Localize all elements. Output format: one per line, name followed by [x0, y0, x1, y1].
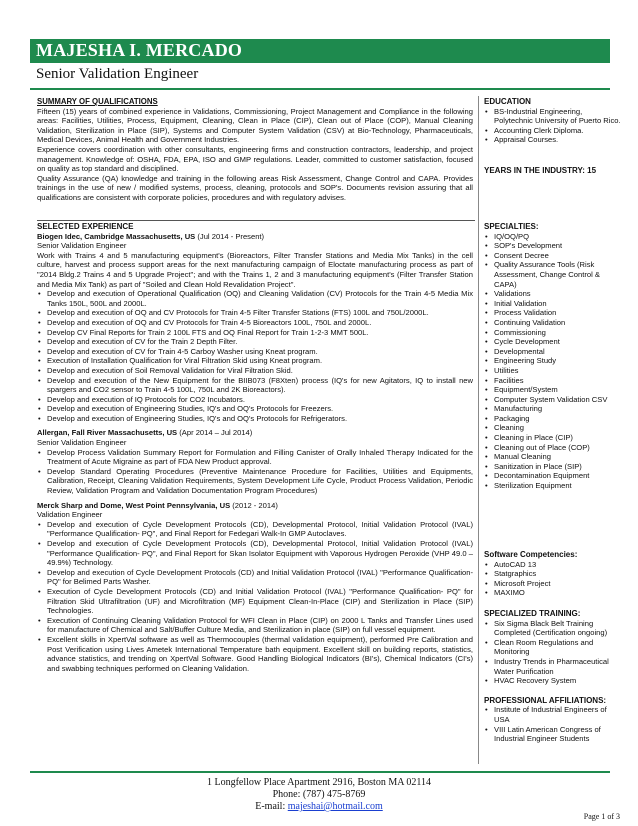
- specialty-item: • Decontamination Equipment: [494, 471, 622, 481]
- specialty-item: • Facilities: [494, 376, 622, 386]
- job-entry: [37, 428, 473, 495]
- job-dates: (Apr 2014 – Jul 2014): [179, 428, 253, 438]
- duty-item: • Develop and execution of OQ and CV Protocols for Train 4-5 Bioreactors 100L, 750L and 2000L.: [47, 318, 473, 328]
- duty-item: • Execution of Continuing Cleaning Validation Protocol for WFI Clean in Place (CIP) on 2000 L Tanks and Transfer Lines used for manufacture of Chemical and Salt/Buffer Culture Media, and Sterilization in place (SIP) on full vessel equipment.: [47, 616, 473, 635]
- specialty-item: • Validations: [494, 289, 622, 299]
- job-company: Allergan, Fall River Massachusetts, US: [37, 428, 178, 438]
- page-number: Page 1 of 3: [583, 812, 620, 821]
- summary-paragraph: Experience covers coordination with other consultants, engineering firms and construction contractors, leadership, and project management. Knowledge of: OSHA, FDA, EPA, ISO and GMP regulations. Leader, committed to customer satisfaction, focused on quality as top standard and disciplined.: [37, 144, 473, 174]
- specialty-item: • Quality Assurance Tools (Risk Assessment, Change Control & CAPA): [494, 260, 622, 289]
- software-item: • Statgraphics: [494, 569, 622, 579]
- duty-item: • Develop and execution of Cycle Development Protocols (CD), Developmental Protocol, Initial Validation Protocol (IVAL) "Performance Qualification- PQ", and Final Report for Fedegari Walk-In GMP Autoclaves.: [47, 520, 473, 539]
- duty-item: • Execution of Cycle Development Protocols (CD) and Initial Validation Protocol (IVAL) "Performance Qualification- PQ" for Filtration Skid Ultrafiltration (UF) and Microfiltration (MF) Equipment Clean-In-Place (CIP) and Sterilization in Place (SIP) Technologies.: [47, 587, 473, 616]
- duty-item: • Develop and execution of CV for Train 4-5 Carboy Washer using Kneat program.: [47, 347, 473, 357]
- job-company: Biogen Idec, Cambridge Massachusetts, US: [37, 231, 196, 241]
- specialty-item: • Developmental: [494, 347, 622, 357]
- job-duties: [37, 520, 473, 674]
- specialty-item: • IQ/OQ/PQ: [494, 232, 622, 242]
- footer-address: 1 Longfellow Place Apartment 2916, Boston MA 02114: [206, 777, 432, 788]
- duty-item: • Develop and execution of Operational Qualification (OQ) and Cleaning Validation (CV) Protocols for the Train 4-5 Media Mix Tanks 150L, 500L and 2000L.: [47, 289, 473, 308]
- summary-section: [37, 97, 473, 203]
- specialty-item: • Utilities: [494, 366, 622, 376]
- specialties-heading: SPECIALTIES:: [484, 222, 539, 231]
- specialty-item: • Cleaning in Place (CIP): [494, 433, 622, 443]
- specialty-item: • SOP's Development: [494, 241, 622, 251]
- contact-footer: [0, 777, 638, 813]
- footer-divider: [30, 771, 610, 773]
- duty-item: • Develop Standard Operating Procedures (Preventive Maintenance Procedure for Facilities, Utilities and Equipments, Calibration, Receipt, Cleaning Validation Requirements, System Development Life Cycle, Product Process Validation, Periodic Review, Validation Program and Validation Documentation Program Procedures): [47, 467, 473, 496]
- duty-item: • Develop and execution of CV for the Train 2 Depth Filter.: [47, 337, 473, 347]
- specialty-item: • Equipment/System: [494, 385, 622, 395]
- email-link[interactable]: majeshai@hotmail.com: [287, 801, 383, 812]
- education-item: • Accounting Clerk Diploma.: [494, 126, 622, 136]
- training-list: [484, 619, 622, 686]
- specialty-item: • Process Validation: [494, 308, 622, 318]
- job-intro: Work with Trains 4 and 5 manufacturing equipment's (Bioreactors, Filter Transfer Stations and Media Mix Tanks) in the cell culture, harvest and process support areas for the next manufacturing campaign of Eloctate manufacturing process as part of "2014 Bldg.2 Trains 4 and 5 Upgrade Project"; and with the Trains 1, 2 and 3 manufacturing equipment's (Filter Transfer Station and Media Mix Tank) as part of "Soiled and Clean Hold Revalidation Project".: [37, 250, 473, 289]
- sidebar-software: [484, 550, 622, 744]
- specialty-item: • Cycle Development: [494, 337, 622, 347]
- specialty-item: • Packaging: [494, 414, 622, 424]
- duty-item: • Develop and execution of OQ and CV Protocols for Train 4-5 Filter Transfer Stations (FTS) 100L and 750L/2000L.: [47, 308, 473, 318]
- specialty-item: • Commissioning: [494, 328, 622, 338]
- software-item: • MAXIMO: [494, 588, 622, 598]
- education-heading: EDUCATION: [484, 97, 531, 106]
- specialty-item: • Manufacturing: [494, 404, 622, 414]
- specialty-item: • Engineering Study: [494, 356, 622, 366]
- duty-item: • Develop and execution of Engineering Studies, IQ's and OQ's Protocols for Freezers.: [47, 404, 473, 414]
- specialty-item: • Initial Validation: [494, 299, 622, 309]
- duty-item: • Develop and execution of the New Equipment for the BIIB073 (F8Xten) process (IQ's for new Agitators, IQ to install new spargers and CO2 sensor to Train 4-5 100L, 750L and 2K Bioreactors).: [47, 376, 473, 395]
- job-company: Merck Sharp and Dome, West Point Pennsylvania, US: [37, 500, 231, 510]
- job-role: Senior Validation Engineer: [37, 438, 127, 448]
- training-item: • Six Sigma Black Belt Training Completed (Certification ongoing): [494, 619, 622, 638]
- section-divider: [37, 220, 475, 221]
- job-duties: [37, 448, 473, 496]
- training-item: • HVAC Recovery System: [494, 676, 622, 686]
- job-entry: [37, 501, 473, 674]
- summary-heading: SUMMARY OF QUALIFICATIONS: [37, 97, 158, 106]
- training-item: • Clean Room Regulations and Monitoring: [494, 638, 622, 657]
- specialty-item: • Cleaning: [494, 423, 622, 433]
- applicant-name: MAJESHA I. MERCADO: [36, 40, 243, 60]
- education-item: • BS-Industrial Engineering, Polytechnic University of Puerto Rico.: [494, 107, 622, 126]
- specialty-item: • Continuing Validation: [494, 318, 622, 328]
- software-list: [484, 560, 622, 598]
- duty-item: • Execution of Installation Qualification for Viral Filtration Skid using Kneat program.: [47, 356, 473, 366]
- header-divider: [30, 88, 610, 90]
- affiliations-list: [484, 705, 622, 743]
- summary-paragraph: Quality Assurance (QA) knowledge and training in the following areas Risk Assessment, Change Control and CAPA. Provides trainings in the use of new / modified systems, process, cleaning, protocols and SOP's. Documents revision assuring that all qualifications are consistent with corporate policies, procedures and with regulatory advises.: [37, 173, 473, 202]
- specialty-item: • Sanitization in Place (SIP): [494, 462, 622, 472]
- job-dates: (2012 - 2014): [232, 500, 278, 510]
- job-role: Senior Validation Engineer: [37, 241, 127, 251]
- duty-item: • Develop and execution of Soil Removal Validation for Viral Filtration Skid.: [47, 366, 473, 376]
- duty-item: • Develop and execution of Cycle Development Protocols (CD) and Initial Validation Protocol (IVAL) "Performance Qualification- PQ" for Belimed Parts Washer.: [47, 568, 473, 587]
- specialty-item: • Manual Cleaning: [494, 452, 622, 462]
- education-item: • Appraisal Courses.: [494, 135, 622, 145]
- duty-item: • Develop CV Final Reports for Train 2 100L FTS and OQ Final Report for Train 1-2-3 MMT 500L.: [47, 328, 473, 338]
- duty-item: • Develop and execution of Cycle Development Protocols (CD), Developmental Protocol, Initial Validation Protocol (IVAL) "Performance Qualification- PQ", and Final Report for Skan Isolator Equipment with Vaporous Hydrogen Peroxide (VHP 49.0 – 49.9%) Technology.: [47, 539, 473, 568]
- education-list: [484, 107, 622, 145]
- job-dates: (Jul 2014 - Present): [197, 231, 265, 241]
- summary-paragraph: Fifteen (15) years of combined experience in Validations, Commissioning, Project Management and Compliance in the following areas: Facilities, Utilities, Process, Equipment, Cleaning, Clean in Place (CIP), Clean out of Place (COP), Manual Cleaning Validation, Sterilization in Place (SIP), Systems and Computer System Validation (CSV) at Bio-Technology, Pharmaceuticals, Medical Devices, Animal Health and Government Industries.: [37, 106, 473, 145]
- sidebar-specialties: [484, 222, 622, 491]
- duty-item: • Develop and execution of Engineering Studies, IQ's and OQ's Protocols for Refrigerators.: [47, 414, 473, 424]
- software-heading: Software Competencies:: [484, 550, 578, 559]
- column-divider: [478, 96, 479, 764]
- experience-section: [37, 222, 473, 673]
- duty-item: • Excellent skills in XpertVal software as well as Thermocouples (thermal validation equipment), performed Pre Calibration and Post Verification using Lives Ametek International Temperature bath equipment. Excellent skill on building reports, statistics, advance statistics, and trending on XpertVal Software. Good Handling Biological Indicators (BI's), Chemical Indicators (CI's) and swabbing techniques performed on Cleaning Validation.: [47, 635, 473, 673]
- affiliation-item: • Institute of Industrial Engineers of USA: [494, 705, 622, 724]
- job-role: Validation Engineer: [37, 510, 103, 520]
- sidebar: [484, 97, 622, 176]
- duty-item: • Develop and execution of IQ Protocols for CO2 Incubators.: [47, 395, 473, 405]
- specialty-item: • Computer System Validation CSV: [494, 395, 622, 405]
- specialty-item: • Sterilization Equipment: [494, 481, 622, 491]
- specialty-item: • Cleaning out of Place (COP): [494, 443, 622, 453]
- footer-email-label: E-mail:: [255, 801, 288, 812]
- training-item: • Industry Trends in Pharmaceutical Water Purification: [494, 657, 622, 676]
- specialty-item: • Consent Decree: [494, 251, 622, 261]
- affiliation-item: • VIII Latin American Congress of Industrial Engineer Students: [494, 725, 622, 744]
- affiliations-heading: PROFESSIONAL AFFILIATIONS:: [484, 695, 607, 705]
- years-heading: YEARS IN THE INDUSTRY: 15: [484, 165, 597, 175]
- footer-phone: Phone: (787) 475-8769: [272, 789, 366, 800]
- job-title: Senior Validation Engineer: [36, 66, 199, 82]
- specialties-list: [484, 232, 622, 491]
- duty-item: • Develop Process Validation Summary Report for Formulation and Filling Canister of Orally Inhaled Therapy Indicated for the Treatment of Acute Migraine as part of FDA New Product approval.: [47, 448, 473, 467]
- experience-heading: SELECTED EXPERIENCE: [37, 222, 134, 231]
- software-item: • AutoCAD 13: [494, 560, 622, 570]
- job-duties: [37, 289, 473, 423]
- training-heading: SPECIALIZED TRAINING:: [484, 608, 581, 618]
- job-entry: [37, 232, 473, 424]
- software-item: • Microsoft Project: [494, 579, 622, 589]
